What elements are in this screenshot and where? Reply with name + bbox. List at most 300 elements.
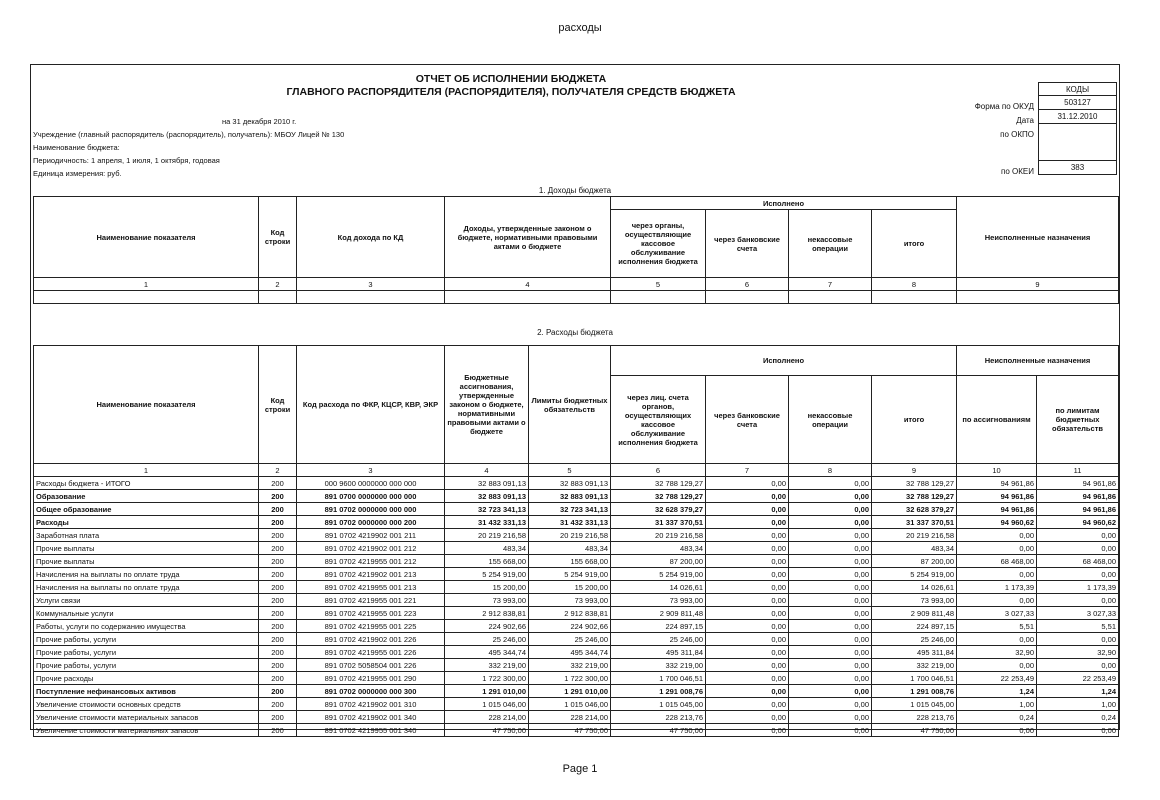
- unit-line: Единица измерения: руб.: [33, 169, 122, 178]
- table-cell-c9: 224 897,15: [872, 620, 957, 633]
- table-cell-c4: 25 246,00: [445, 633, 529, 646]
- table-cell-c8: 0,00: [789, 581, 872, 594]
- table-cell-c4: 1 015 046,00: [445, 698, 529, 711]
- table-cell-c9: 32 788 129,27: [872, 490, 957, 503]
- table-cell-c9: 1 291 008,76: [872, 685, 957, 698]
- institution-line: Учреждение (главный распорядитель (распорядитель), получатель): МБОУ Лицей № 130: [33, 130, 345, 139]
- table-cell-c6: 32 788 129,27: [611, 477, 706, 490]
- table-cell-c11: 0,00: [1037, 568, 1119, 581]
- table-cell-kd: 891 0702 4219902 001 211: [297, 529, 445, 542]
- date-label: Дата: [1016, 116, 1034, 125]
- col-by-appropriations-header: по ассигнованиям: [957, 376, 1037, 464]
- col-code-income-header: Код дохода по КД: [297, 197, 445, 278]
- table-cell-name: Начисления на выплаты по оплате труда: [34, 568, 259, 581]
- table-cell-c4: 155 668,00: [445, 555, 529, 568]
- table-cell-kd: 891 0702 4219902 001 310: [297, 698, 445, 711]
- table-cell-c6: 483,34: [611, 542, 706, 555]
- table-cell-c10: 0,24: [957, 711, 1037, 724]
- table-cell-c4: 5 254 919,00: [445, 568, 529, 581]
- table-cell-c9: 1 015 045,00: [872, 698, 957, 711]
- table-cell-c6: 25 246,00: [611, 633, 706, 646]
- okpo-value: [1038, 124, 1117, 161]
- table-cell-code: 200: [259, 620, 297, 633]
- table-cell-c4: 47 750,00: [445, 724, 529, 737]
- table-cell-name: Прочие выплаты: [34, 555, 259, 568]
- table-cell-c10: 22 253,49: [957, 672, 1037, 685]
- table-cell-c11: 94 960,62: [1037, 516, 1119, 529]
- table-cell-c4: 2 912 838,81: [445, 607, 529, 620]
- col-number: 3: [297, 278, 445, 291]
- table-cell-name: Работы, услуги по содержанию имущества: [34, 620, 259, 633]
- table-cell-c7: 0,00: [706, 711, 789, 724]
- table-row: [34, 568, 1119, 581]
- table-cell-c10: 1,00: [957, 698, 1037, 711]
- table-cell-code: 200: [259, 477, 297, 490]
- table-cell-code: 200: [259, 633, 297, 646]
- col-number: 9: [872, 464, 957, 477]
- table-cell-c10: 94 961,86: [957, 503, 1037, 516]
- table-cell-c5: 73 993,00: [529, 594, 611, 607]
- table-cell-c8: 0,00: [789, 542, 872, 555]
- col-number: 1: [34, 278, 259, 291]
- table-cell-c10: 94 961,86: [957, 477, 1037, 490]
- table-cell-kd: 891 0702 4219955 001 226: [297, 646, 445, 659]
- table-cell-kd: 891 0702 5058504 001 226: [297, 659, 445, 672]
- table-cell-c4: 1 291 010,00: [445, 685, 529, 698]
- table-cell-kd: 891 0702 4219955 001 225: [297, 620, 445, 633]
- okei-label: по ОКЕИ: [1001, 167, 1034, 176]
- table-cell-kd: 891 0702 4219902 001 226: [297, 633, 445, 646]
- table-cell-c5: 332 219,00: [529, 659, 611, 672]
- table-cell-c9: 495 311,84: [872, 646, 957, 659]
- table-row: [34, 698, 1119, 711]
- table-cell-c5: 2 912 838,81: [529, 607, 611, 620]
- col-via-bank-header: через банковские счета: [706, 210, 789, 278]
- table-cell-kd: 891 0702 4219902 001 340: [297, 711, 445, 724]
- table-cell-name: Прочие работы, услуги: [34, 633, 259, 646]
- codes-title: КОДЫ: [1038, 82, 1117, 96]
- table-cell-c5: 32 883 091,13: [529, 477, 611, 490]
- col-via-accounts-header: через лиц. счета органов, осуществляющих кассовое обслуживание исполнения бюджета: [611, 376, 706, 464]
- col-number: 7: [789, 278, 872, 291]
- table-row: [34, 659, 1119, 672]
- table-cell-kd: 891 0702 0000000 000 300: [297, 685, 445, 698]
- table-cell-c10: 0,00: [957, 594, 1037, 607]
- col-name-header: Наименование показателя: [34, 346, 259, 464]
- table-cell-c5: 483,34: [529, 542, 611, 555]
- table-cell-c11: 94 961,86: [1037, 503, 1119, 516]
- table-cell-c10: 68 468,00: [957, 555, 1037, 568]
- table-cell-c7: 0,00: [706, 568, 789, 581]
- table-cell-c7: 0,00: [706, 555, 789, 568]
- table-cell-c9: 31 337 370,51: [872, 516, 957, 529]
- table-cell-c4: 495 344,74: [445, 646, 529, 659]
- table-cell-c5: 20 219 216,58: [529, 529, 611, 542]
- table-cell-c11: 94 961,86: [1037, 477, 1119, 490]
- table-cell-c9: 14 026,61: [872, 581, 957, 594]
- table-row: [34, 555, 1119, 568]
- table-cell-c6: 32 788 129,27: [611, 490, 706, 503]
- table-cell-c5: 32 723 341,13: [529, 503, 611, 516]
- table-cell-c8: 0,00: [789, 620, 872, 633]
- table-row: [34, 529, 1119, 542]
- table-cell-c5: 1 291 010,00: [529, 685, 611, 698]
- table-cell-c7: 0,00: [706, 542, 789, 555]
- table-cell-c11: 0,00: [1037, 594, 1119, 607]
- table-cell-c6: 5 254 919,00: [611, 568, 706, 581]
- table-cell-c9: 73 993,00: [872, 594, 957, 607]
- table-cell-kd: 891 0702 4219902 001 212: [297, 542, 445, 555]
- col-via-bank-header: через банковские счета: [706, 376, 789, 464]
- table-cell-c9: 2 909 811,48: [872, 607, 957, 620]
- table-cell-c7: 0,00: [706, 620, 789, 633]
- table-cell-c8: 0,00: [789, 477, 872, 490]
- table-row: [34, 516, 1119, 529]
- table-cell-code: 200: [259, 685, 297, 698]
- table-cell-c10: 0,00: [957, 542, 1037, 555]
- col-total-header: итого: [872, 210, 957, 278]
- table-cell-code: 200: [259, 516, 297, 529]
- col-number: 4: [445, 464, 529, 477]
- table-cell-name: Увеличение стоимости материальных запасов: [34, 724, 259, 737]
- col-number: 5: [529, 464, 611, 477]
- codes-box: [1038, 82, 1117, 175]
- table-cell-code: 200: [259, 672, 297, 685]
- col-number: 10: [957, 464, 1037, 477]
- col-limits-header: Лимиты бюджетных обязательств: [529, 346, 611, 464]
- table-cell-c7: 0,00: [706, 724, 789, 737]
- income-empty-row: [34, 291, 1119, 304]
- table-row: [34, 477, 1119, 490]
- col-number: 3: [297, 464, 445, 477]
- table-cell-kd: 891 0702 0000000 000 000: [297, 503, 445, 516]
- table-cell-c9: 228 213,76: [872, 711, 957, 724]
- col-number: 6: [706, 278, 789, 291]
- table-cell-c5: 228 214,00: [529, 711, 611, 724]
- table-cell-code: 200: [259, 568, 297, 581]
- table-cell-c7: 0,00: [706, 503, 789, 516]
- table-cell-c6: 228 213,76: [611, 711, 706, 724]
- table-cell-c10: 94 961,86: [957, 490, 1037, 503]
- table-cell-c11: 0,00: [1037, 529, 1119, 542]
- col-number: 11: [1037, 464, 1119, 477]
- table-cell-c8: 0,00: [789, 490, 872, 503]
- table-cell-name: Расходы: [34, 516, 259, 529]
- date-value: 31.12.2010: [1038, 110, 1117, 124]
- report-title-line2: ГЛАВНОГО РАСПОРЯДИТЕЛЯ (РАСПОРЯДИТЕЛЯ), ПОЛУЧАТЕЛЯ СРЕДСТВ БЮДЖЕТА: [286, 86, 736, 98]
- table-cell-name: Поступление нефинансовых активов: [34, 685, 259, 698]
- periodicity-line: Периодичность: 1 апреля, 1 июля, 1 октября, годовая: [33, 156, 220, 165]
- table-cell-code: 200: [259, 594, 297, 607]
- table-cell-c4: 483,34: [445, 542, 529, 555]
- table-cell-name: Прочие работы, услуги: [34, 646, 259, 659]
- table-cell-c11: 1 173,39: [1037, 581, 1119, 594]
- table-cell-kd: 891 0702 4219955 001 340: [297, 724, 445, 737]
- col-total-header: итого: [872, 376, 957, 464]
- table-cell-c4: 32 883 091,13: [445, 490, 529, 503]
- table-row: [34, 607, 1119, 620]
- table-cell-c7: 0,00: [706, 581, 789, 594]
- table-cell-name: Коммунальные услуги: [34, 607, 259, 620]
- table-cell-c6: 1 291 008,76: [611, 685, 706, 698]
- col-number: 8: [872, 278, 957, 291]
- table-cell-kd: 891 0702 4219955 001 212: [297, 555, 445, 568]
- table-cell-c10: 5,51: [957, 620, 1037, 633]
- table-row: [34, 581, 1119, 594]
- table-row: [34, 542, 1119, 555]
- table-cell-c7: 0,00: [706, 672, 789, 685]
- table-cell-c5: 47 750,00: [529, 724, 611, 737]
- table-cell-c11: 0,00: [1037, 724, 1119, 737]
- table-cell-c6: 87 200,00: [611, 555, 706, 568]
- table-cell-c5: 155 668,00: [529, 555, 611, 568]
- budget-name-line: Наименование бюджета:: [33, 143, 120, 152]
- col-number: 1: [34, 464, 259, 477]
- table-cell-c5: 15 200,00: [529, 581, 611, 594]
- table-cell-c10: 0,00: [957, 529, 1037, 542]
- table-cell-kd: 891 0702 0000000 000 200: [297, 516, 445, 529]
- table-cell-c4: 228 214,00: [445, 711, 529, 724]
- table-cell-c8: 0,00: [789, 711, 872, 724]
- table-cell-c8: 0,00: [789, 724, 872, 737]
- table-cell-c11: 22 253,49: [1037, 672, 1119, 685]
- table-cell-c8: 0,00: [789, 503, 872, 516]
- table-cell-c9: 20 219 216,58: [872, 529, 957, 542]
- table-cell-c6: 47 750,00: [611, 724, 706, 737]
- table-cell-c10: 0,00: [957, 568, 1037, 581]
- okei-value: 383: [1038, 161, 1117, 175]
- table-cell-c9: 32 788 129,27: [872, 477, 957, 490]
- col-name-header: Наименование показателя: [34, 197, 259, 278]
- table-cell-c9: 1 700 046,51: [872, 672, 957, 685]
- col-executed-header: Исполнено: [611, 197, 957, 210]
- table-cell-c7: 0,00: [706, 516, 789, 529]
- col-executed-header: Исполнено: [611, 346, 957, 376]
- table-cell-c6: 224 897,15: [611, 620, 706, 633]
- table-cell-c5: 5 254 919,00: [529, 568, 611, 581]
- section1-title: 1. Доходы бюджета: [538, 186, 612, 195]
- table-cell-name: Расходы бюджета - ИТОГО: [34, 477, 259, 490]
- table-cell-c8: 0,00: [789, 633, 872, 646]
- table-cell-code: 200: [259, 581, 297, 594]
- table-cell-code: 200: [259, 529, 297, 542]
- table-cell-c11: 1,24: [1037, 685, 1119, 698]
- table-cell-code: 200: [259, 555, 297, 568]
- col-number: 4: [445, 278, 611, 291]
- table-cell-c8: 0,00: [789, 516, 872, 529]
- table-cell-c8: 0,00: [789, 607, 872, 620]
- col-noncash-header: некассовые операции: [789, 210, 872, 278]
- table-cell-c5: 495 344,74: [529, 646, 611, 659]
- table-cell-code: 200: [259, 503, 297, 516]
- table-cell-c11: 94 961,86: [1037, 490, 1119, 503]
- table-cell-name: Увеличение стоимости материальных запасов: [34, 711, 259, 724]
- table-cell-c10: 94 960,62: [957, 516, 1037, 529]
- table-cell-c7: 0,00: [706, 685, 789, 698]
- table-cell-c4: 73 993,00: [445, 594, 529, 607]
- report-date-line: на 31 декабря 2010 г.: [222, 117, 297, 126]
- table-cell-c6: 2 909 811,48: [611, 607, 706, 620]
- expense-table: [33, 345, 1119, 737]
- table-row: [34, 685, 1119, 698]
- col-via-bodies-header: через органы, осуществляющие кассовое обслуживание исполнения бюджета: [611, 210, 706, 278]
- col-appropriations-header: Бюджетные ассигнования, утвержденные законом о бюджете, нормативными правовыми актами о бюджете: [445, 346, 529, 464]
- table-cell-code: 200: [259, 659, 297, 672]
- table-cell-c4: 332 219,00: [445, 659, 529, 672]
- table-cell-c8: 0,00: [789, 698, 872, 711]
- okud-value: 503127: [1038, 96, 1117, 110]
- table-cell-kd: 891 0702 4219955 001 221: [297, 594, 445, 607]
- table-cell-c6: 1 700 046,51: [611, 672, 706, 685]
- col-by-limits-header: по лимитам бюджетных обязательств: [1037, 376, 1119, 464]
- table-cell-code: 200: [259, 698, 297, 711]
- table-cell-c10: 1,24: [957, 685, 1037, 698]
- table-cell-kd: 891 0700 0000000 000 000: [297, 490, 445, 503]
- col-code-row-header: Код строки: [259, 197, 297, 278]
- table-cell-c5: 224 902,66: [529, 620, 611, 633]
- table-cell-c7: 0,00: [706, 698, 789, 711]
- table-cell-c6: 1 015 045,00: [611, 698, 706, 711]
- table-row: [34, 672, 1119, 685]
- table-cell-c11: 5,51: [1037, 620, 1119, 633]
- income-table: [33, 196, 1119, 304]
- col-number: 9: [957, 278, 1119, 291]
- table-cell-c4: 15 200,00: [445, 581, 529, 594]
- table-cell-c6: 20 219 216,58: [611, 529, 706, 542]
- table-cell-c10: 32,90: [957, 646, 1037, 659]
- table-cell-name: Увеличение стоимости основных средств: [34, 698, 259, 711]
- table-cell-c4: 20 219 216,58: [445, 529, 529, 542]
- table-cell-name: Услуги связи: [34, 594, 259, 607]
- col-number: 2: [259, 464, 297, 477]
- col-number: 5: [611, 278, 706, 291]
- table-cell-kd: 000 9600 0000000 000 000: [297, 477, 445, 490]
- col-number: 7: [706, 464, 789, 477]
- col-code-expense-header: Код расхода по ФКР, КЦСР, КВР, ЭКР: [297, 346, 445, 464]
- table-cell-c6: 32 628 379,27: [611, 503, 706, 516]
- table-cell-c9: 47 750,00: [872, 724, 957, 737]
- table-cell-c7: 0,00: [706, 529, 789, 542]
- table-row: [34, 646, 1119, 659]
- table-cell-c10: 0,00: [957, 659, 1037, 672]
- table-cell-c5: 31 432 331,13: [529, 516, 611, 529]
- table-cell-c10: 0,00: [957, 633, 1037, 646]
- table-cell-c4: 32 883 091,13: [445, 477, 529, 490]
- table-cell-code: 200: [259, 711, 297, 724]
- table-cell-c6: 73 993,00: [611, 594, 706, 607]
- table-cell-c8: 0,00: [789, 685, 872, 698]
- col-approved-header: Доходы, утвержденные законом о бюджете, нормативными правовыми актами о бюджете: [445, 197, 611, 278]
- table-cell-c9: 5 254 919,00: [872, 568, 957, 581]
- table-cell-c11: 32,90: [1037, 646, 1119, 659]
- table-cell-name: Заработная плата: [34, 529, 259, 542]
- table-cell-c7: 0,00: [706, 594, 789, 607]
- table-cell-c8: 0,00: [789, 659, 872, 672]
- table-cell-c5: 1 722 300,00: [529, 672, 611, 685]
- table-cell-c10: 1 173,39: [957, 581, 1037, 594]
- table-cell-c5: 25 246,00: [529, 633, 611, 646]
- table-cell-c5: 1 015 046,00: [529, 698, 611, 711]
- table-row: [34, 633, 1119, 646]
- table-cell-code: 200: [259, 646, 297, 659]
- table-cell-name: Начисления на выплаты по оплате труда: [34, 581, 259, 594]
- col-unexecuted-header: Неисполненные назначения: [957, 346, 1119, 376]
- report-title-line1: ОТЧЕТ ОБ ИСПОЛНЕНИИ БЮДЖЕТА: [415, 73, 607, 85]
- section2-title: 2. Расходы бюджета: [537, 328, 613, 337]
- table-cell-c7: 0,00: [706, 633, 789, 646]
- table-cell-code: 200: [259, 490, 297, 503]
- table-cell-c9: 32 628 379,27: [872, 503, 957, 516]
- table-cell-c9: 25 246,00: [872, 633, 957, 646]
- table-cell-c7: 0,00: [706, 646, 789, 659]
- table-cell-name: Прочие работы, услуги: [34, 659, 259, 672]
- table-row: [34, 711, 1119, 724]
- col-noncash-header: некассовые операции: [789, 376, 872, 464]
- table-cell-name: Прочие выплаты: [34, 542, 259, 555]
- table-row: [34, 503, 1119, 516]
- table-cell-kd: 891 0702 4219955 001 290: [297, 672, 445, 685]
- table-cell-code: 200: [259, 542, 297, 555]
- table-cell-c11: 3 027,33: [1037, 607, 1119, 620]
- table-cell-c7: 0,00: [706, 607, 789, 620]
- table-cell-c6: 31 337 370,51: [611, 516, 706, 529]
- table-row: [34, 490, 1119, 503]
- page-number: Page 1: [562, 763, 598, 775]
- table-row: [34, 594, 1119, 607]
- col-number: 6: [611, 464, 706, 477]
- table-cell-c6: 14 026,61: [611, 581, 706, 594]
- page-header-label: расходы: [558, 22, 602, 34]
- table-cell-kd: 891 0702 4219902 001 213: [297, 568, 445, 581]
- table-cell-c9: 483,34: [872, 542, 957, 555]
- table-cell-c10: 3 027,33: [957, 607, 1037, 620]
- table-cell-c8: 0,00: [789, 646, 872, 659]
- table-cell-code: 200: [259, 607, 297, 620]
- table-cell-c6: 495 311,84: [611, 646, 706, 659]
- col-number: 8: [789, 464, 872, 477]
- table-cell-c8: 0,00: [789, 555, 872, 568]
- table-cell-c7: 0,00: [706, 477, 789, 490]
- table-cell-name: Образование: [34, 490, 259, 503]
- table-cell-c4: 31 432 331,13: [445, 516, 529, 529]
- table-cell-c5: 32 883 091,13: [529, 490, 611, 503]
- table-cell-kd: 891 0702 4219955 001 223: [297, 607, 445, 620]
- table-cell-c10: 0,00: [957, 724, 1037, 737]
- table-cell-c7: 0,00: [706, 490, 789, 503]
- table-cell-c9: 332 219,00: [872, 659, 957, 672]
- table-row: [34, 620, 1119, 633]
- table-cell-c8: 0,00: [789, 568, 872, 581]
- table-cell-c11: 0,00: [1037, 633, 1119, 646]
- okud-label: Форма по ОКУД: [974, 102, 1034, 111]
- table-cell-c9: 87 200,00: [872, 555, 957, 568]
- table-cell-c11: 0,24: [1037, 711, 1119, 724]
- table-cell-kd: 891 0702 4219955 001 213: [297, 581, 445, 594]
- col-unexecuted-header: Неисполненные назначения: [957, 197, 1119, 278]
- table-cell-c8: 0,00: [789, 594, 872, 607]
- table-cell-c11: 1,00: [1037, 698, 1119, 711]
- table-cell-name: Прочие расходы: [34, 672, 259, 685]
- table-cell-name: Общее образование: [34, 503, 259, 516]
- table-cell-code: 200: [259, 724, 297, 737]
- col-code-row-header: Код строки: [259, 346, 297, 464]
- table-cell-c6: 332 219,00: [611, 659, 706, 672]
- table-cell-c11: 0,00: [1037, 542, 1119, 555]
- table-cell-c8: 0,00: [789, 672, 872, 685]
- col-number: 2: [259, 278, 297, 291]
- okpo-label: по ОКПО: [1000, 130, 1034, 139]
- table-row: [34, 724, 1119, 737]
